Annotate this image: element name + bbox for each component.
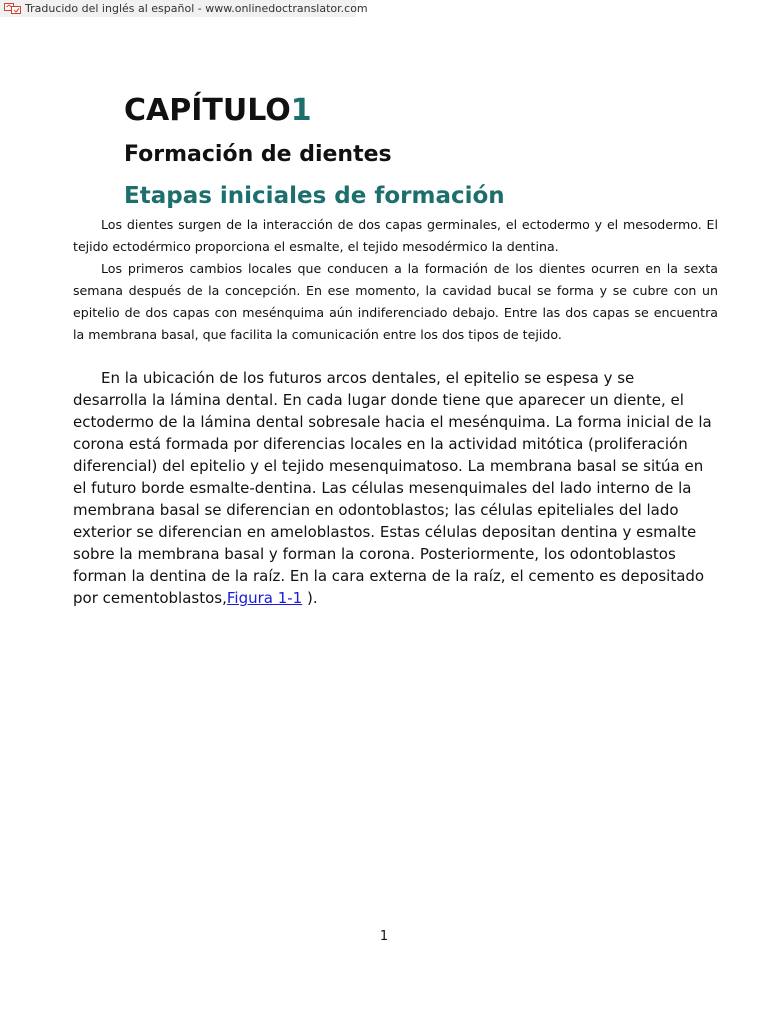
main-paragraph-text: En la ubicación de los futuros arcos dentales, el epitelio se espesa y se desarrolla la lámina dental. En cada lugar donde tiene que aparecer un diente, el ectodermo de la lámina dental sobresale hacia el mesénquima. La forma inicial de la corona está formada por diferencias locales en la actividad mitótica (proliferación diferencial) del epitelio y el tejido mesenquimatoso. La membrana basal se sitúa en el futuro borde esmalte-dentina. Las células mesenquimales del lado interno de la membrana basal se diferencian en odontoblastos; las células epiteliales del lado exterior se diferencian en ameloblastos. Estas células depositan dentina y esmalte sobre la membrana basal y forman la corona. Posteriormente, los odontoblastos forman la dentina de la raíz. En la cara externa de la raíz, el cemento es depositado por cementoblastos, [73, 369, 712, 607]
paragraph-2: Los primeros cambios locales que conducen a la formación de los dientes ocurren en la sexta semana después de la concepción. En ese momento, la cavidad bucal se forma y se cubre con un epitelio de dos capas con mesénquima aún indiferenciado debajo. Entre las dos capas se encuentra la membrana basal, que facilita la comunicación entre los dos tipos de tejido. [73, 261, 718, 342]
translation-banner-text[interactable]: Traducido del inglés al español - www.onlinedoctranslator.com [25, 2, 368, 15]
paragraph-1: Los dientes surgen de la interacción de dos capas germinales, el ectodermo y el mesodermo. El tejido ectodérmico proporciona el esmalte, el tejido mesodérmico la dentina. [73, 217, 718, 254]
chapter-title [124, 92, 312, 130]
chapter-label: CAPÍTULO [124, 93, 291, 128]
chapter-subtitle: Formación de dientes [124, 142, 392, 167]
main-paragraph-closing: ). [302, 589, 318, 607]
chapter-number: 1 [290, 93, 312, 128]
main-paragraph [73, 367, 713, 609]
figure-link[interactable]: Figura 1-1 [226, 589, 303, 607]
section-heading: Etapas iniciales de formación [124, 183, 505, 209]
translate-icon [4, 2, 22, 15]
translation-banner[interactable] [0, 0, 368, 17]
page-number: 1 [379, 929, 389, 944]
